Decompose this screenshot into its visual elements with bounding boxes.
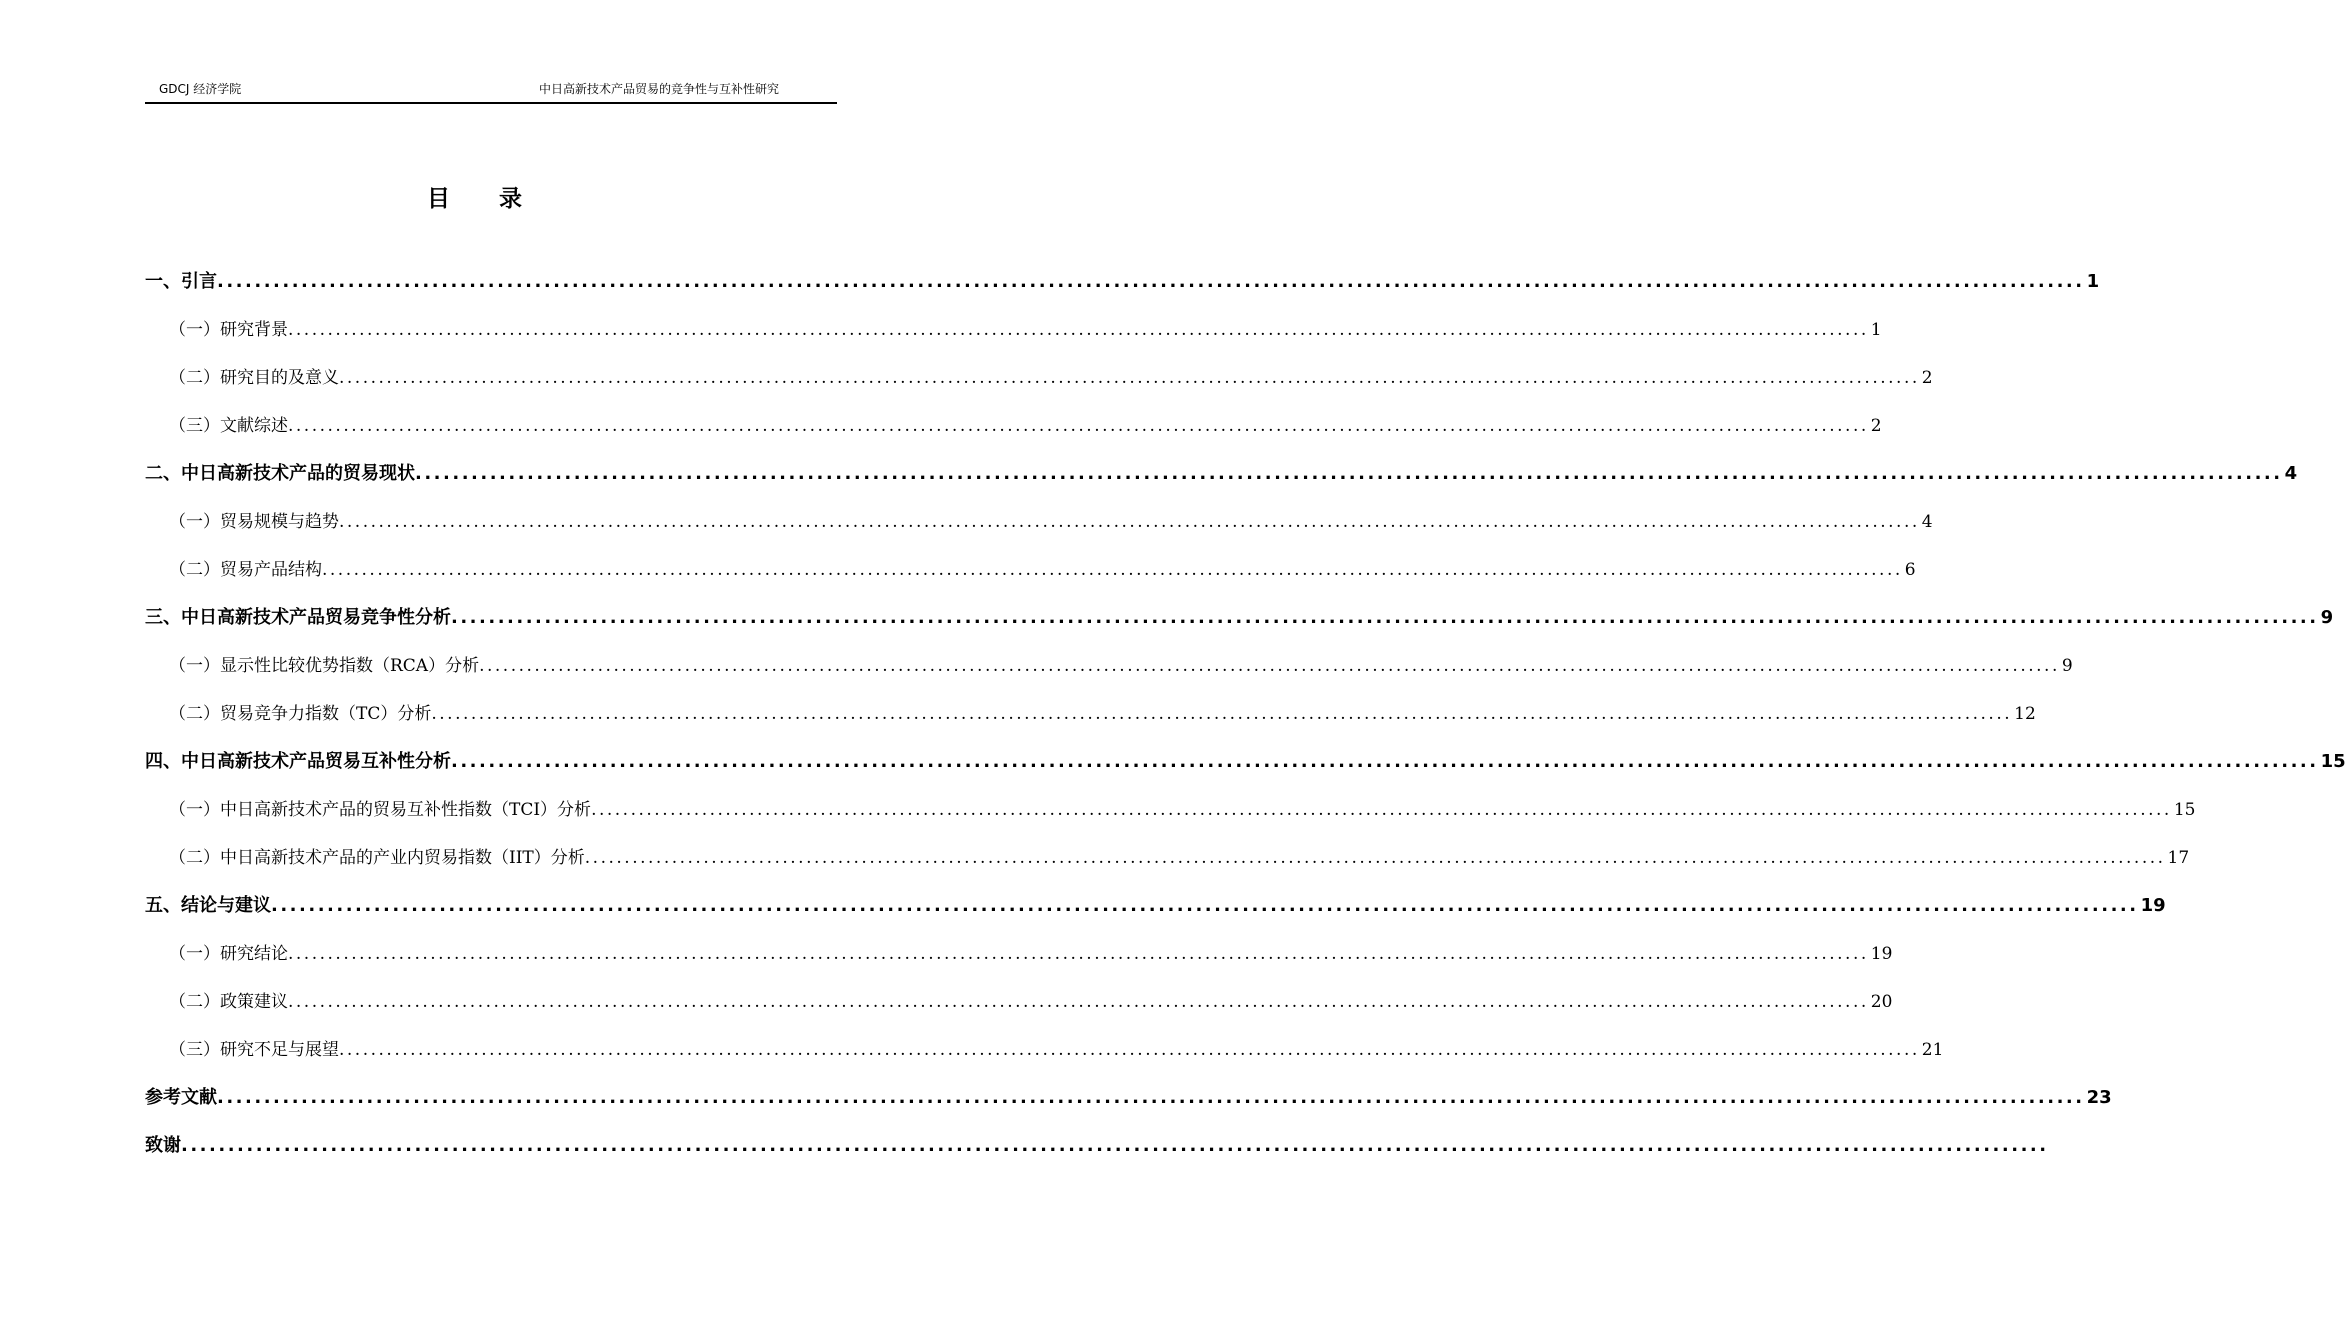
toc-chapter-entry[interactable]: [145, 262, 2100, 310]
toc-entry-label: （二）贸易产品结构: [169, 560, 322, 580]
toc-entry-label: （一）中日高新技术产品的贸易互补性指数（TCI）分析: [169, 800, 592, 820]
toc-chapter-entry[interactable]: [145, 886, 2166, 934]
header-left-text: GDCJ 经济学院: [159, 82, 242, 96]
toc-entry-page-number: 23: [2086, 1087, 2112, 1108]
toc-entry-label: （一）贸易规模与趋势: [169, 512, 339, 532]
toc-entry-page-number: 2: [1921, 368, 1933, 388]
toc-chapter-entry[interactable]: [145, 1126, 2049, 1174]
toc-entry-page-number: 2: [1870, 416, 1882, 436]
toc-entry-page-number: 1: [2086, 271, 2100, 292]
toc-dot-leader: ........................................................................................................................................................................................................: [288, 944, 1869, 964]
toc-entry-label: 三、中日高新技术产品贸易竞争性分析: [145, 607, 451, 628]
toc-dot-leader: ........................................................................................................................................................................................................: [591, 800, 2172, 820]
toc-dot-leader: ........................................................................................................................................................................................................: [451, 607, 2319, 628]
toc-dot-leader: ........................................................................................................................................................................................................: [479, 656, 2060, 676]
toc-entry-page-number: 1: [1870, 320, 1882, 340]
toc-dot-leader: ........................................................................................................................................................................................................: [339, 512, 1920, 532]
toc-dot-leader: ........................................................................................................................................................................................................: [584, 848, 2166, 868]
toc-dot-leader: ........................................................................................................................................................................................................: [288, 416, 1869, 436]
toc-entry-label: （一）研究背景: [169, 320, 288, 340]
toc-dot-leader: ........................................................................................................................................................................................................: [451, 751, 2319, 772]
toc-chapter-entry[interactable]: [145, 1078, 2112, 1126]
toc-section-entry[interactable]: [145, 646, 2073, 694]
toc-section-entry[interactable]: [145, 310, 1882, 358]
toc-entry-page-number: 15: [2173, 800, 2196, 820]
toc-entry-page-number: 17: [2167, 848, 2190, 868]
toc-entry-page-number: 9: [2320, 607, 2334, 628]
toc-entry-page-number: 20: [1870, 992, 1893, 1012]
toc-entry-label: 致谢: [145, 1135, 181, 1156]
toc-entry-label: 参考文献: [145, 1087, 217, 1108]
toc-entry-label: （二）研究目的及意义: [169, 368, 339, 388]
toc-section-entry[interactable]: [145, 838, 2190, 886]
toc-section-entry[interactable]: [145, 694, 2036, 742]
toc-entry-page-number: 19: [1870, 944, 1893, 964]
toc-entry-label: （二）中日高新技术产品的产业内贸易指数（IIT）分析: [169, 848, 585, 868]
page-header: [145, 78, 837, 104]
toc-entry-label: （二）贸易竞争力指数（TC）分析: [169, 704, 432, 724]
toc-section-entry[interactable]: [145, 406, 1882, 454]
toc-section-entry[interactable]: [145, 502, 1933, 550]
toc-section-entry[interactable]: [145, 934, 1893, 982]
toc-dot-leader: ........................................................................................................................................................................................................: [271, 895, 2139, 916]
toc-dot-leader: ........................................................................................................................................................................................................: [322, 560, 1903, 580]
toc-title-char-1: 目: [427, 186, 451, 212]
toc-dot-leader: ........................................................................................................................................................................................................: [288, 320, 1869, 340]
toc-chapter-entry[interactable]: [145, 454, 2298, 502]
toc-section-entry[interactable]: [145, 358, 1933, 406]
toc-dot-leader: ........................................................................................................................................................................................................: [339, 368, 1920, 388]
toc-entry-page-number: 4: [1921, 512, 1933, 532]
toc-dot-leader: ........................................................................................................................................................................................................: [181, 1135, 2049, 1156]
toc-entry-label: （二）政策建议: [169, 992, 288, 1012]
toc-entry-label: 二、中日高新技术产品的贸易现状: [145, 463, 415, 484]
toc-entry-page-number: 19: [2140, 895, 2166, 916]
toc-entry-page-number: 9: [2061, 656, 2073, 676]
toc-title: [0, 180, 950, 213]
toc-title-char-2: 录: [499, 186, 523, 212]
toc-chapter-entry[interactable]: [145, 742, 2346, 790]
toc-entry-label: （三）文献综述: [169, 416, 288, 436]
toc-section-entry[interactable]: [145, 790, 2196, 838]
toc-entry-label: （一）显示性比较优势指数（RCA）分析: [169, 656, 480, 676]
toc-entry-label: 五、结论与建议: [145, 895, 271, 916]
toc-dot-leader: ........................................................................................................................................................................................................: [217, 1087, 2085, 1108]
toc-entry-label: （三）研究不足与展望: [169, 1040, 339, 1060]
header-right-text: 中日高新技术产品贸易的竞争性与互补性研究: [538, 82, 779, 96]
toc-entry-label: 四、中日高新技术产品贸易互补性分析: [145, 751, 451, 772]
toc-dot-leader: ........................................................................................................................................................................................................: [217, 271, 2085, 292]
table-of-contents: [145, 262, 2346, 1174]
toc-entry-label: 一、引言: [145, 271, 217, 292]
toc-dot-leader: ........................................................................................................................................................................................................: [431, 704, 2013, 724]
toc-entry-page-number: 15: [2320, 751, 2346, 772]
toc-dot-leader: ........................................................................................................................................................................................................: [288, 992, 1869, 1012]
toc-section-entry[interactable]: [145, 1030, 1944, 1078]
toc-entry-page-number: 21: [1921, 1040, 1944, 1060]
toc-entry-label: （一）研究结论: [169, 944, 288, 964]
toc-section-entry[interactable]: [145, 982, 1893, 1030]
toc-entry-page-number: 12: [2014, 704, 2036, 724]
toc-section-entry[interactable]: [145, 550, 1916, 598]
toc-chapter-entry[interactable]: [145, 598, 2334, 646]
toc-dot-leader: ........................................................................................................................................................................................................: [415, 463, 2283, 484]
toc-entry-page-number: 4: [2284, 463, 2298, 484]
toc-dot-leader: ........................................................................................................................................................................................................: [339, 1040, 1920, 1060]
toc-entry-page-number: 6: [1904, 560, 1916, 580]
